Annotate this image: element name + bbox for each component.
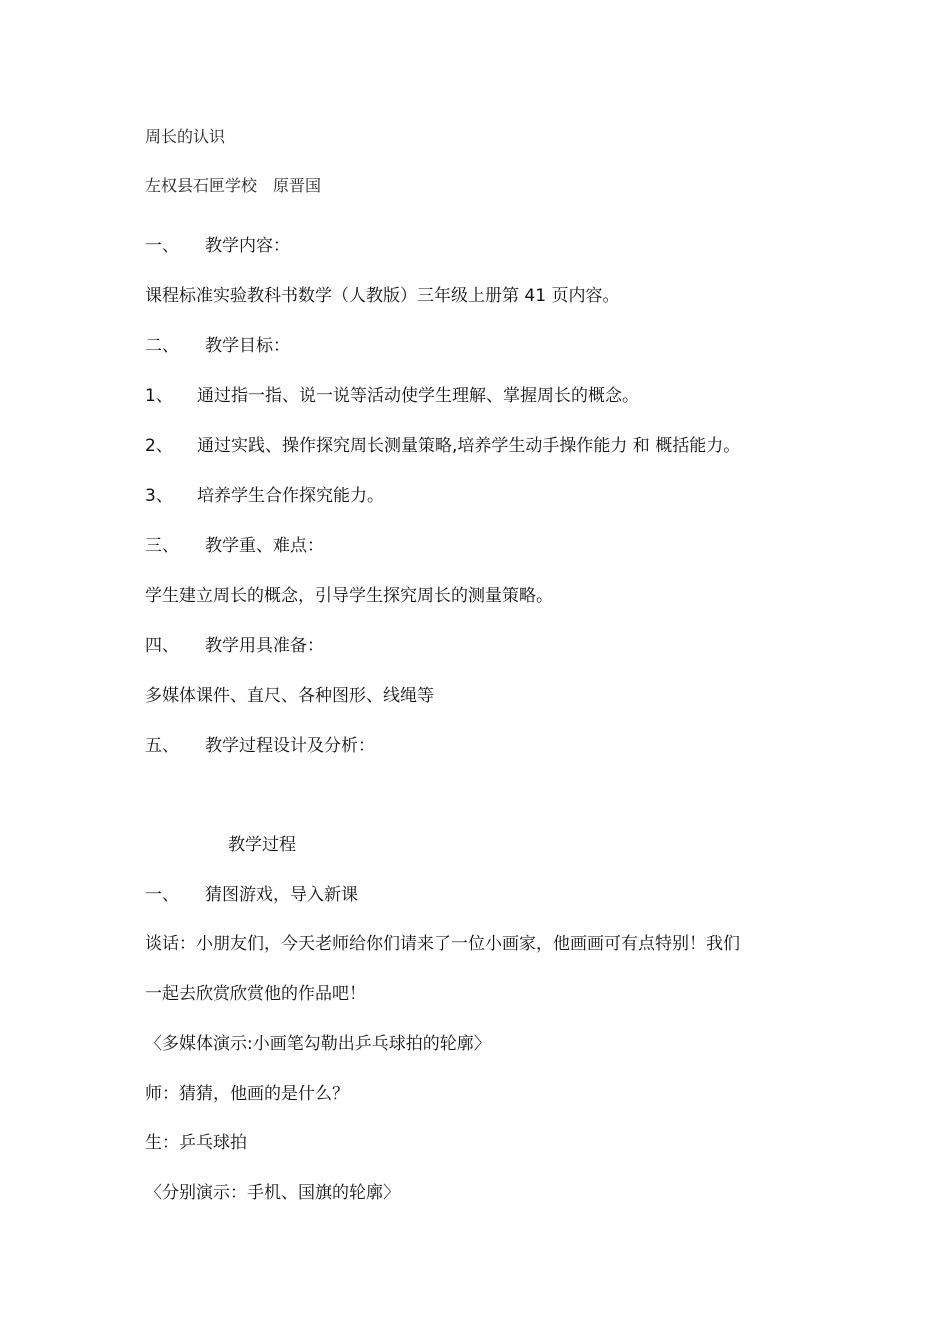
- goal-number: 2、: [145, 436, 173, 456]
- goal-text: 通过指一指、说一说等活动使学生理解、掌握周长的概念。: [197, 386, 639, 406]
- goal-number: 1、: [145, 386, 173, 406]
- section-number: 三、: [145, 536, 179, 556]
- goal-text: 通过实践、操作探究周长测量策略,培养学生动手操作能力 和 概括能力。: [197, 436, 741, 456]
- section-number: 四、: [145, 636, 179, 656]
- section-heading-2: [145, 334, 290, 358]
- paragraph-key-points: 学生建立周长的概念，引导学生探究周长的测量策略。: [145, 586, 553, 606]
- process-title: 教学过程: [228, 835, 296, 855]
- section-title: 猜图游戏，导入新课: [205, 885, 358, 905]
- section-number: 一、: [145, 885, 179, 905]
- goal-text: 培养学生合作探究能力。: [197, 486, 384, 506]
- section-title: 教学过程设计及分析：: [205, 736, 375, 756]
- talk-line-1: 谈话：小朋友们，今天老师给你们请来了一位小画家，他画画可有点特别！我们: [145, 934, 740, 954]
- section-heading-1: [145, 234, 290, 258]
- section-number: 五、: [145, 736, 179, 756]
- section-title: 教学目标：: [205, 336, 290, 356]
- media-note-2: 〈分别演示：手机、国旗的轮廓〉: [145, 1183, 400, 1203]
- paragraph-teaching-tools: 多媒体课件、直尺、各种图形、线绳等: [145, 686, 434, 706]
- paragraph-teaching-content: 课程标准实验教科书数学（人教版）三年级上册第 41 页内容。: [145, 286, 620, 306]
- goal-item-2: [145, 434, 740, 458]
- goal-item-3: [145, 484, 384, 508]
- section-number: 二、: [145, 336, 179, 356]
- section-title: 教学重、难点：: [205, 536, 324, 556]
- media-note-1: 〈多媒体演示:小画笔勾勒出乒乓球拍的轮廓〉: [145, 1034, 491, 1054]
- talk-line-2: 一起去欣赏欣赏他的作品吧！: [145, 984, 366, 1004]
- section-heading-3: [145, 534, 324, 558]
- section-title: 教学内容：: [205, 236, 290, 256]
- process-heading-1: [145, 883, 358, 907]
- section-heading-5: [145, 734, 375, 758]
- section-number: 一、: [145, 236, 179, 256]
- author-line: 左权县石匣学校 原晋国: [145, 176, 322, 195]
- goal-item-1: [145, 384, 639, 408]
- goal-number: 3、: [145, 486, 173, 506]
- document-title: 周长的认识: [145, 127, 226, 146]
- student-answer: 生：乒乓球拍: [145, 1133, 247, 1153]
- section-title: 教学用具准备：: [205, 636, 324, 656]
- teacher-question: 师：猜猜，他画的是什么？: [145, 1084, 349, 1104]
- section-heading-4: [145, 634, 324, 658]
